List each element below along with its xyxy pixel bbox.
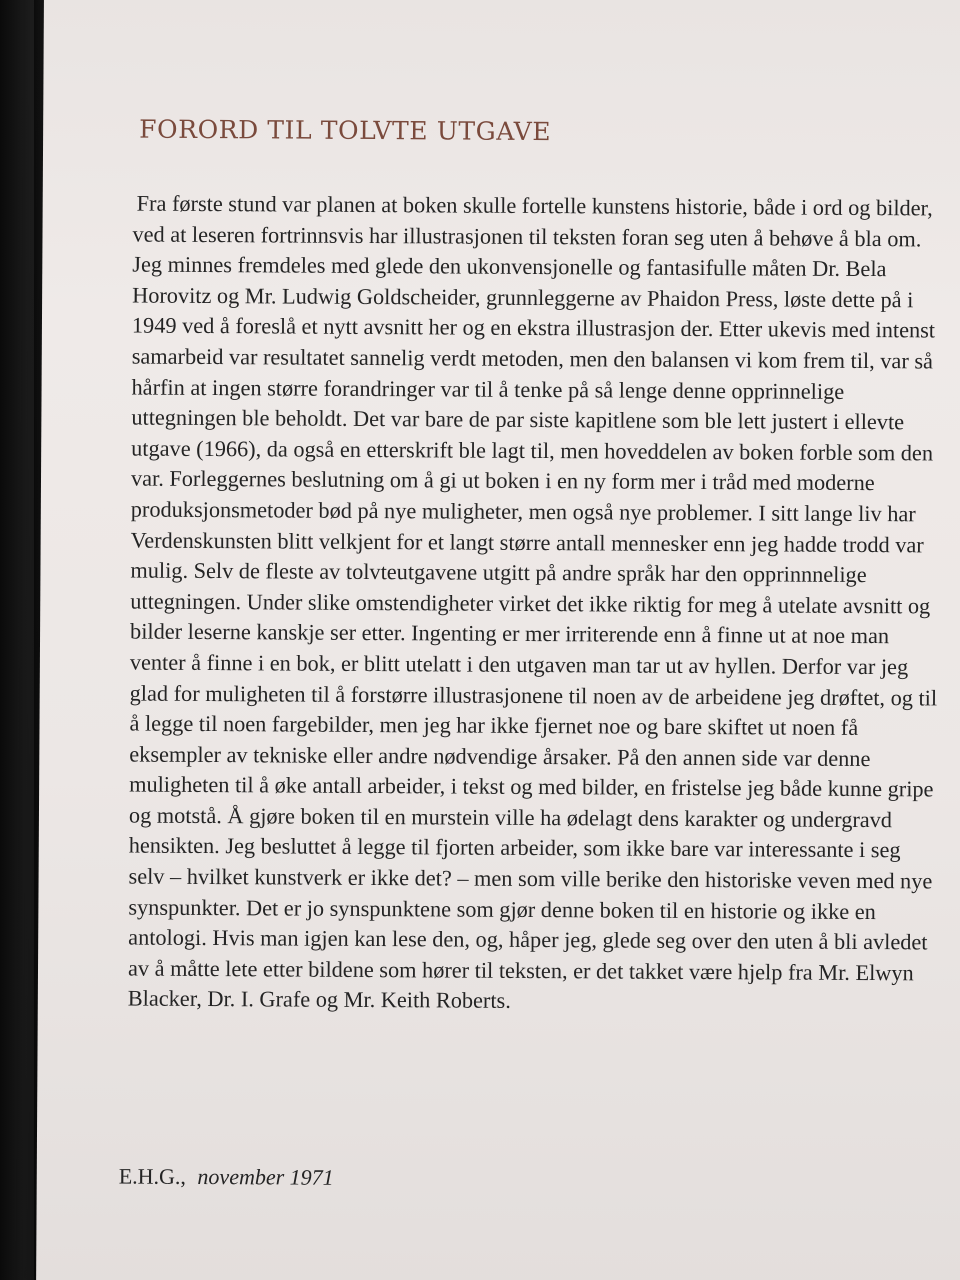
book-page <box>36 0 960 1280</box>
signature-initials: E.H.G., <box>118 1163 187 1189</box>
signature-line <box>119 1163 334 1190</box>
signature-date: november 1971 <box>197 1163 334 1190</box>
body-paragraph: Fra første stund var planen at boken skulle fortelle kunstens historie, både i ord og bilder, ved at leseren fortrinnsvis har illustrasjonen til teksten foran seg uten å behøve å bla om. Jeg minnes fremdeles med glede den ukonvensjonelle og fantasifulle måten Dr. Bela Horovitz og Mr. Ludwig Goldscheider, grunnleggerne av Phaidon Press, løste dette på i 1949 ved å foreslå et nytt avsnitt her og en ekstra illustrasjon der. Etter ukevis med intenst samarbeid var resultatet sannelig verdt metoden, men den balansen vi kom frem til, var så hårfin at ingen større forandringer var til å tenke på så lenge denne opprinnelige uttegningen ble beholdt. Det var bare de par siste kapitlene som ble lett justert i ellevte utgave (1966), da også en etterskrift ble lagt til, men hoveddelen av boken forble som den var. Forleggernes beslutning om å gi ut boken i en ny form mer i tråd med moderne produksjonsmetoder bød på nye muligheter, men også nye problemer. I sitt lange liv har Verdenskunsten blitt velkjent for et langt større antall mennesker enn jeg hadde trodd var mulig. Selv de fleste av tolvteutgavene utgitt på andre språk har den opprinnnelige uttegningen. Under slike omstendigheter virket det ikke riktig for meg å utelate avsnitt og bilder leserne kanskje ser etter. Ingenting er mer irriterende enn å finne ut at noe man venter å finne i en bok, er blitt utelatt i den utgaven man tar ut av hyllen. Derfor var jeg glad for muligheten til å forstørre illustrasjonene til noen av de arbeidene jeg drøftet, og til å legge til noen fargebilder, men jeg har ikke fjernet noe og bare skiftet ut noen få eksempler av tekniske eller andre nødvendige årsaker. På den annen side var denne muligheten til å øke antall arbeider, i tekst og med bilder, en fristelse jeg både kunne gripe og motstå. Å gjøre boken til en murstein ville ha ødelagt dens karakter og undergravd hensikten. Jeg besluttet å legge til fjorten arbeider, som ikke bare var interessante i seg selv – hvilket kunstverk er ikke det? – men som ville berike den historiske veven med nye synspunkter. Det er jo synspunktene som gjør denne boken til en historie og ikke en antologi. Hvis man igjen kan lese den, og, håper jeg, glede seg over den uten å bli avledet av å måtte lete etter bildene som hører til teksten, er det takket være hjelp fra Mr. Elwyn Blacker, Dr. I. Grafe og Mr. Keith Roberts. <box>127 190 938 1014</box>
page-heading: FORORD TIL TOLVTE UTGAVE <box>139 114 552 147</box>
